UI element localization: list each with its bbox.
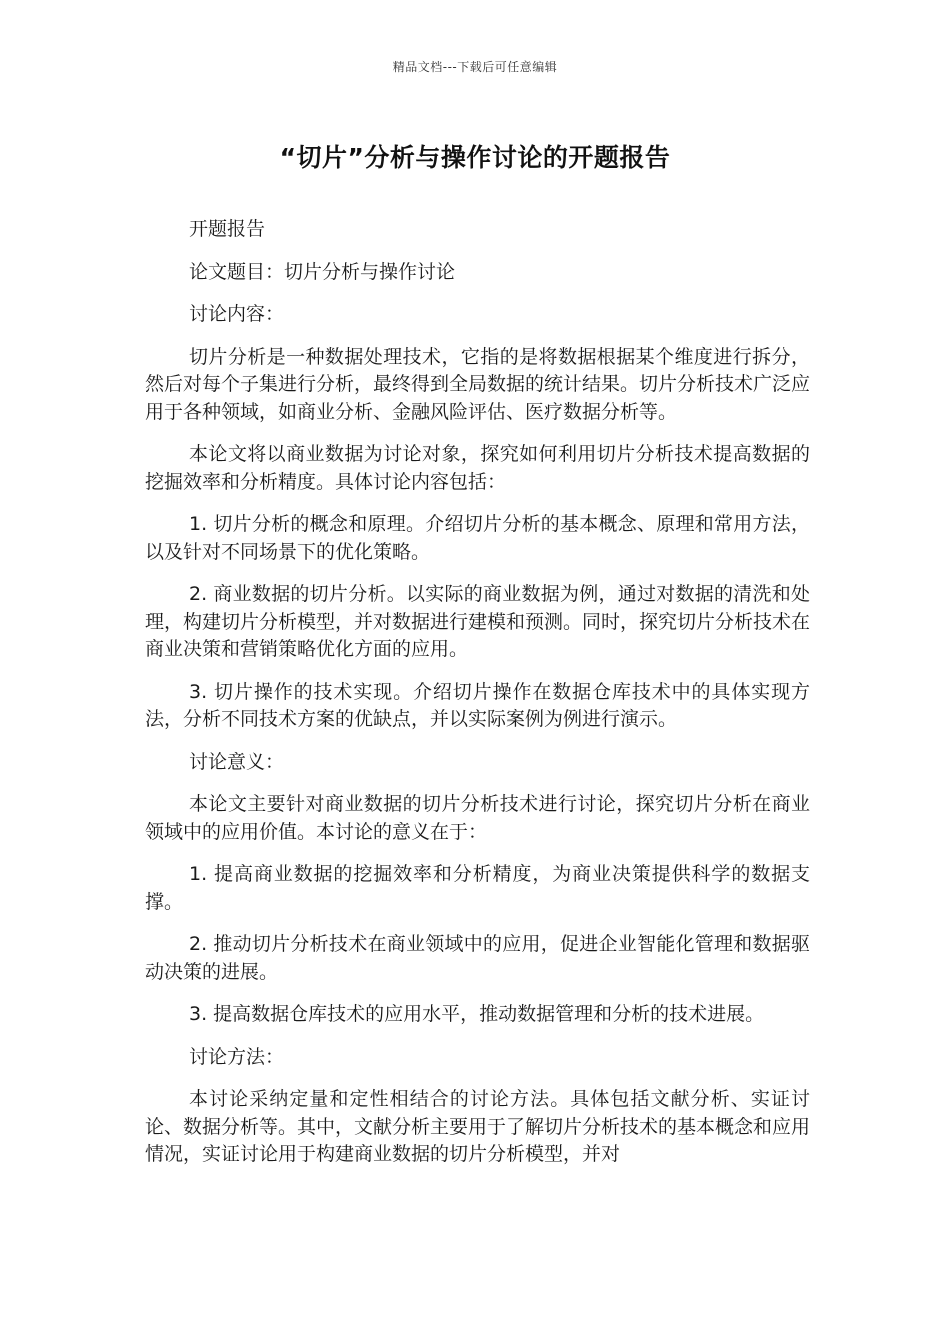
paragraph-significance-intro: 本论文主要针对商业数据的切片分析技术进行讨论，探究切片分析在商业领域中的应用价值。本讨论的意义在于： (145, 793, 810, 843)
paragraph-thesis-title: 论文题目：切片分析与操作讨论 (189, 260, 456, 283)
paragraph-research-scope: 本论文将以商业数据为讨论对象，探究如何利用切片分析技术提高数据的挖掘效率和分析精度。具体讨论内容包括： (145, 443, 810, 493)
page-title: “切片”分析与操作讨论的开题报告 (279, 143, 671, 172)
paragraph-slice-analysis-intro: 切片分析是一种数据处理技术，它指的是将数据根据某个维度进行拆分，然后对每个子集进行分析，最终得到全局数据的统计结果。切片分析技术广泛应用于各种领域，如商业分析、金融风险评估、医疗数据分析等。 (145, 345, 811, 423)
document-body (145, 216, 810, 1169)
paragraph-report-label: 开题报告 (189, 218, 266, 240)
header-note: 精品文档---下载后可任意编辑 (392, 60, 558, 74)
paragraph-significance-heading: 讨论意义： (189, 750, 285, 773)
paragraph-significance-item-1: 1. 提高商业数据的挖掘效率和分析精度，为商业决策提供科学的数据支撑。 (145, 863, 810, 913)
paragraph-significance-item-3: 3. 提高数据仓库技术的应用水平，推动数据管理和分析的技术进展。 (189, 1003, 765, 1025)
paragraph-content-item-2: 2. 商业数据的切片分析。以实际的商业数据为例，通过对数据的清洗和处理，构建切片分析模型，并对数据进行建模和预测。同时，探究切片分析技术在商业决策和营销策略优化方面的应用。 (145, 583, 811, 660)
paragraph-content-item-1: 1. 切片分析的概念和原理。介绍切片分析的基本概念、原理和常用方法，以及针对不同场景下的优化策略。 (145, 513, 810, 563)
paragraph-content-item-3: 3. 切片操作的技术实现。介绍切片操作在数据仓库技术中的具体实现方法，分析不同技术方案的优缺点，并以实际案例为例进行演示。 (145, 680, 810, 730)
paragraph-method-heading: 讨论方法： (189, 1045, 285, 1068)
paragraph-research-content-heading: 讨论内容： (189, 303, 285, 325)
paragraph-method-description: 本讨论采纳定量和定性相结合的讨论方法。具体包括文献分析、实证讨论、数据分析等。其中，文献分析主要用于了解切片分析技术的基本概念和应用情况，实证讨论用于构建商业数据的切片分析模型，并对 (145, 1088, 811, 1165)
paragraph-significance-item-2: 2. 推动切片分析技术在商业领域中的应用，促进企业智能化管理和数据驱动决策的进展。 (145, 933, 810, 983)
